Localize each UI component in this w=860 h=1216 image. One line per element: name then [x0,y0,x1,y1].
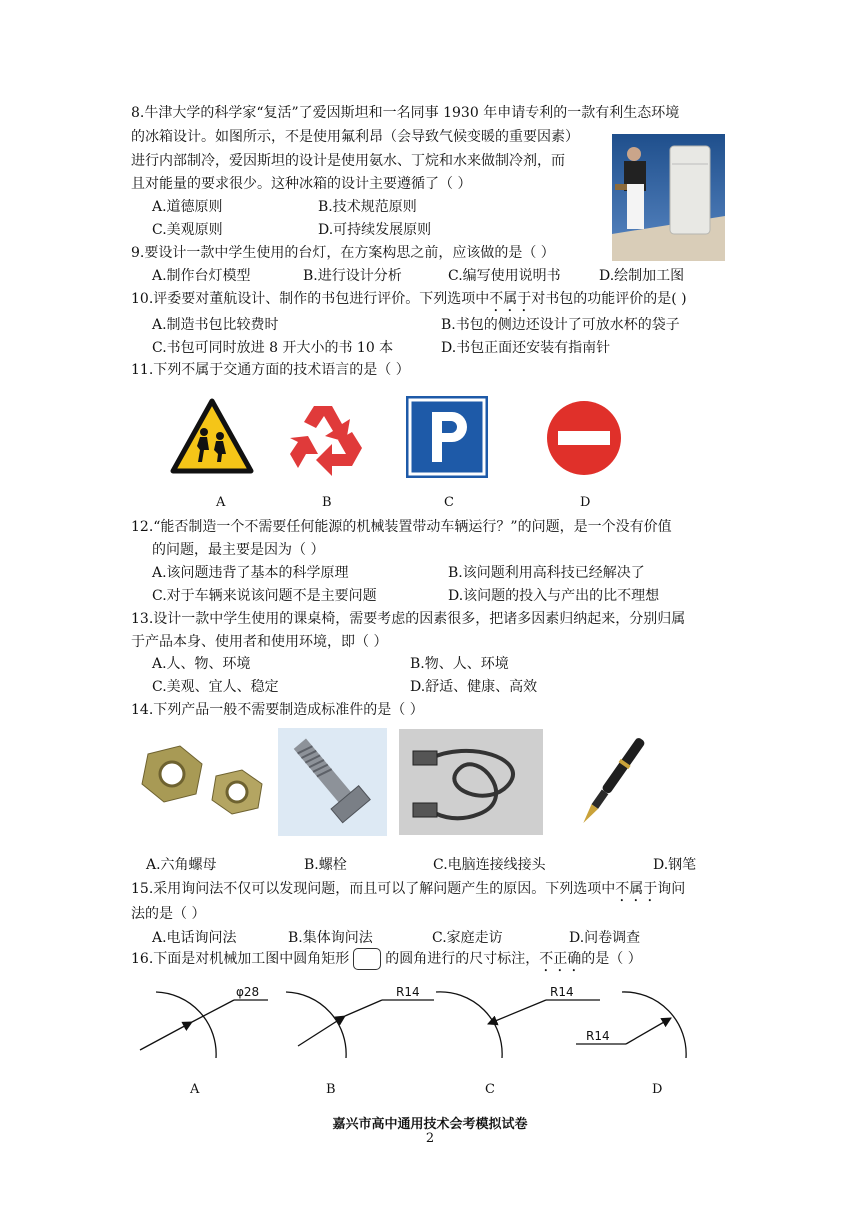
diagram-d-leader [626,1018,671,1044]
q15-line2: 法的是（ ） [131,906,206,922]
parking-sign [406,396,488,478]
q16-label-c: C [485,1082,495,1097]
q9-option-a: A.制作台灯模型 [152,268,251,284]
diagram-b-arc [286,992,346,1058]
no-entry-sign [546,400,622,476]
q12-line1: 12.“能否制造一个不需要任何能源的机械装置带动车辆运行？”的问题，是一个没有价值 [131,519,672,535]
q10-option-d: D.书包正面还安装有指南针 [441,340,611,356]
q12-option-d: D.该问题的投入与产出的比不理想 [448,588,660,604]
q12-option-b: B.该问题利用高科技已经解决了 [448,565,645,581]
q8-line2: 的冰箱设计。如图所示，不是使用氟利昂（会导致气候变暖的重要因素） [131,129,579,145]
rounded-rectangle-icon [353,948,381,970]
q13-option-a: A.人、物、环境 [152,656,251,672]
q8-option-b: B.技术规范原则 [318,199,417,215]
q10-option-c: C.书包可同时放进 8 开大小的书 10 本 [152,340,394,356]
q11-stem: 11.下列不属于交通方面的技术语言的是（ ） [131,362,410,378]
q16-stem-text-c: 的是（ ） [581,951,642,967]
q12-line2: 的问题，最主要是因为（ ） [152,542,325,558]
recycle-icon [284,398,368,484]
q15-line1 [131,878,685,905]
diagram-d-dimension: R14 [586,1029,610,1043]
diagram-d-arc [622,992,686,1058]
q9-stem: 9.要设计一款中学生使用的台灯，在方案构思之前，应该做的是（ ） [131,245,555,261]
q14-stem: 14.下列产品一般不需要制造成标准件的是（ ） [131,702,424,718]
q9-option-c: C.编写使用说明书 [448,268,561,284]
footer-exam-title: 嘉兴市高中通用技术会考模拟试卷 [332,1117,528,1132]
q15-line1-emphasis: 不属于 [615,881,658,897]
q14-option-b: B.螺栓 [304,857,347,873]
q16-label-a: A [190,1082,200,1097]
page-number: 2 [425,1131,435,1146]
q16-label-d: D [652,1082,663,1097]
q15-line1-text-a: 15.采用询问法不仅可以发现问题，而且可以了解问题产生的原因。下列选项中 [131,881,616,897]
q13-line1: 13.设计一款中学生使用的课桌椅，需要考虑的因素很多，把诸多因素归纳起来，分别归属 [131,611,686,627]
q16-stem-emphasis: 不正确 [539,951,582,967]
q15-option-c: C.家庭走访 [432,930,503,946]
q11-label-a: A [216,495,226,510]
q12-option-a: A.该问题违背了基本的科学原理 [152,565,349,581]
q14-option-a: A.六角螺母 [146,857,217,873]
q15-option-b: B.集体询问法 [288,930,373,946]
einstein-fridge-photo [612,134,725,261]
q10-stem [131,288,687,315]
q16-stem [131,948,642,975]
q13-option-d: D.舒适、健康、高效 [410,679,538,695]
q10-stem-text-b: 对书包的功能评价的是( ) [531,291,687,307]
diagram-c-leader [488,1000,546,1024]
q10-stem-text-a: 10.评委要对董航设计、制作的书包进行评价。下列选项中 [131,291,490,307]
q8-line3: 进行内部制冷，爱因斯坦的设计是使用氨水、丁烷和水来做制冷剂，而 [131,153,565,169]
q13-option-b: B.物、人、环境 [410,656,509,672]
diagram-c-dimension: R14 [550,985,574,999]
q10-option-a: A.制造书包比较费时 [152,317,279,333]
q14-option-d: D.钢笔 [653,857,697,873]
q12-option-c: C.对于车辆来说该问题不是主要问题 [152,588,377,604]
q11-label-c: C [444,495,454,510]
diagram-a-leader [140,1022,192,1050]
q13-option-c: C.美观、宜人、稳定 [152,679,279,695]
q9-option-d: D.绘制加工图 [599,268,685,284]
q11-label-b: B [322,495,332,510]
computer-cable-connector-image [399,729,543,835]
q15-option-d: D.问卷调查 [569,930,641,946]
q8-option-d: D.可持续发展原则 [318,222,432,238]
q8-option-c: C.美观原则 [152,222,223,238]
q15-line1-text-b: 询问 [657,881,686,897]
diagram-b-dimension: R14 [396,985,420,999]
q13-line2: 于产品本身、使用者和使用环境，即（ ） [131,634,388,650]
q14-option-c: C.电脑连接线接头 [433,857,546,873]
fountain-pen-image [572,728,652,836]
bolt-image [278,728,387,836]
q9-option-b: B.进行设计分析 [303,268,402,284]
q8-line1: 8.牛津大学的科学家“复活”了爱因斯坦和一名同事 1930 年申请专利的一款有利生态环境 [131,105,680,121]
q16-stem-text-a: 16.下面是对机械加工图中圆角矩形 [131,951,350,967]
q11-label-d: D [580,495,591,510]
fillet-dimension-diagrams [130,980,700,1080]
children-crossing-warning-sign [170,398,254,474]
diagram-a-dimension: φ28 [236,985,260,999]
q10-stem-emphasis: 不属于 [489,291,532,307]
q8-line4: 且对能量的要求很少。这种冰箱的设计主要遵循了（ ） [131,176,472,192]
q8-option-a: A.道德原则 [152,199,223,215]
q16-label-b: B [326,1082,336,1097]
q16-stem-text-b: 的圆角进行的尺寸标注， [385,951,540,967]
hex-nut-image [138,738,270,818]
diagram-b-leader [298,1016,345,1046]
q15-option-a: A.电话询问法 [152,930,237,946]
q10-option-b: B.书包的侧边还设计了可放水杯的袋子 [441,317,680,333]
diagram-c-arc [436,992,502,1058]
